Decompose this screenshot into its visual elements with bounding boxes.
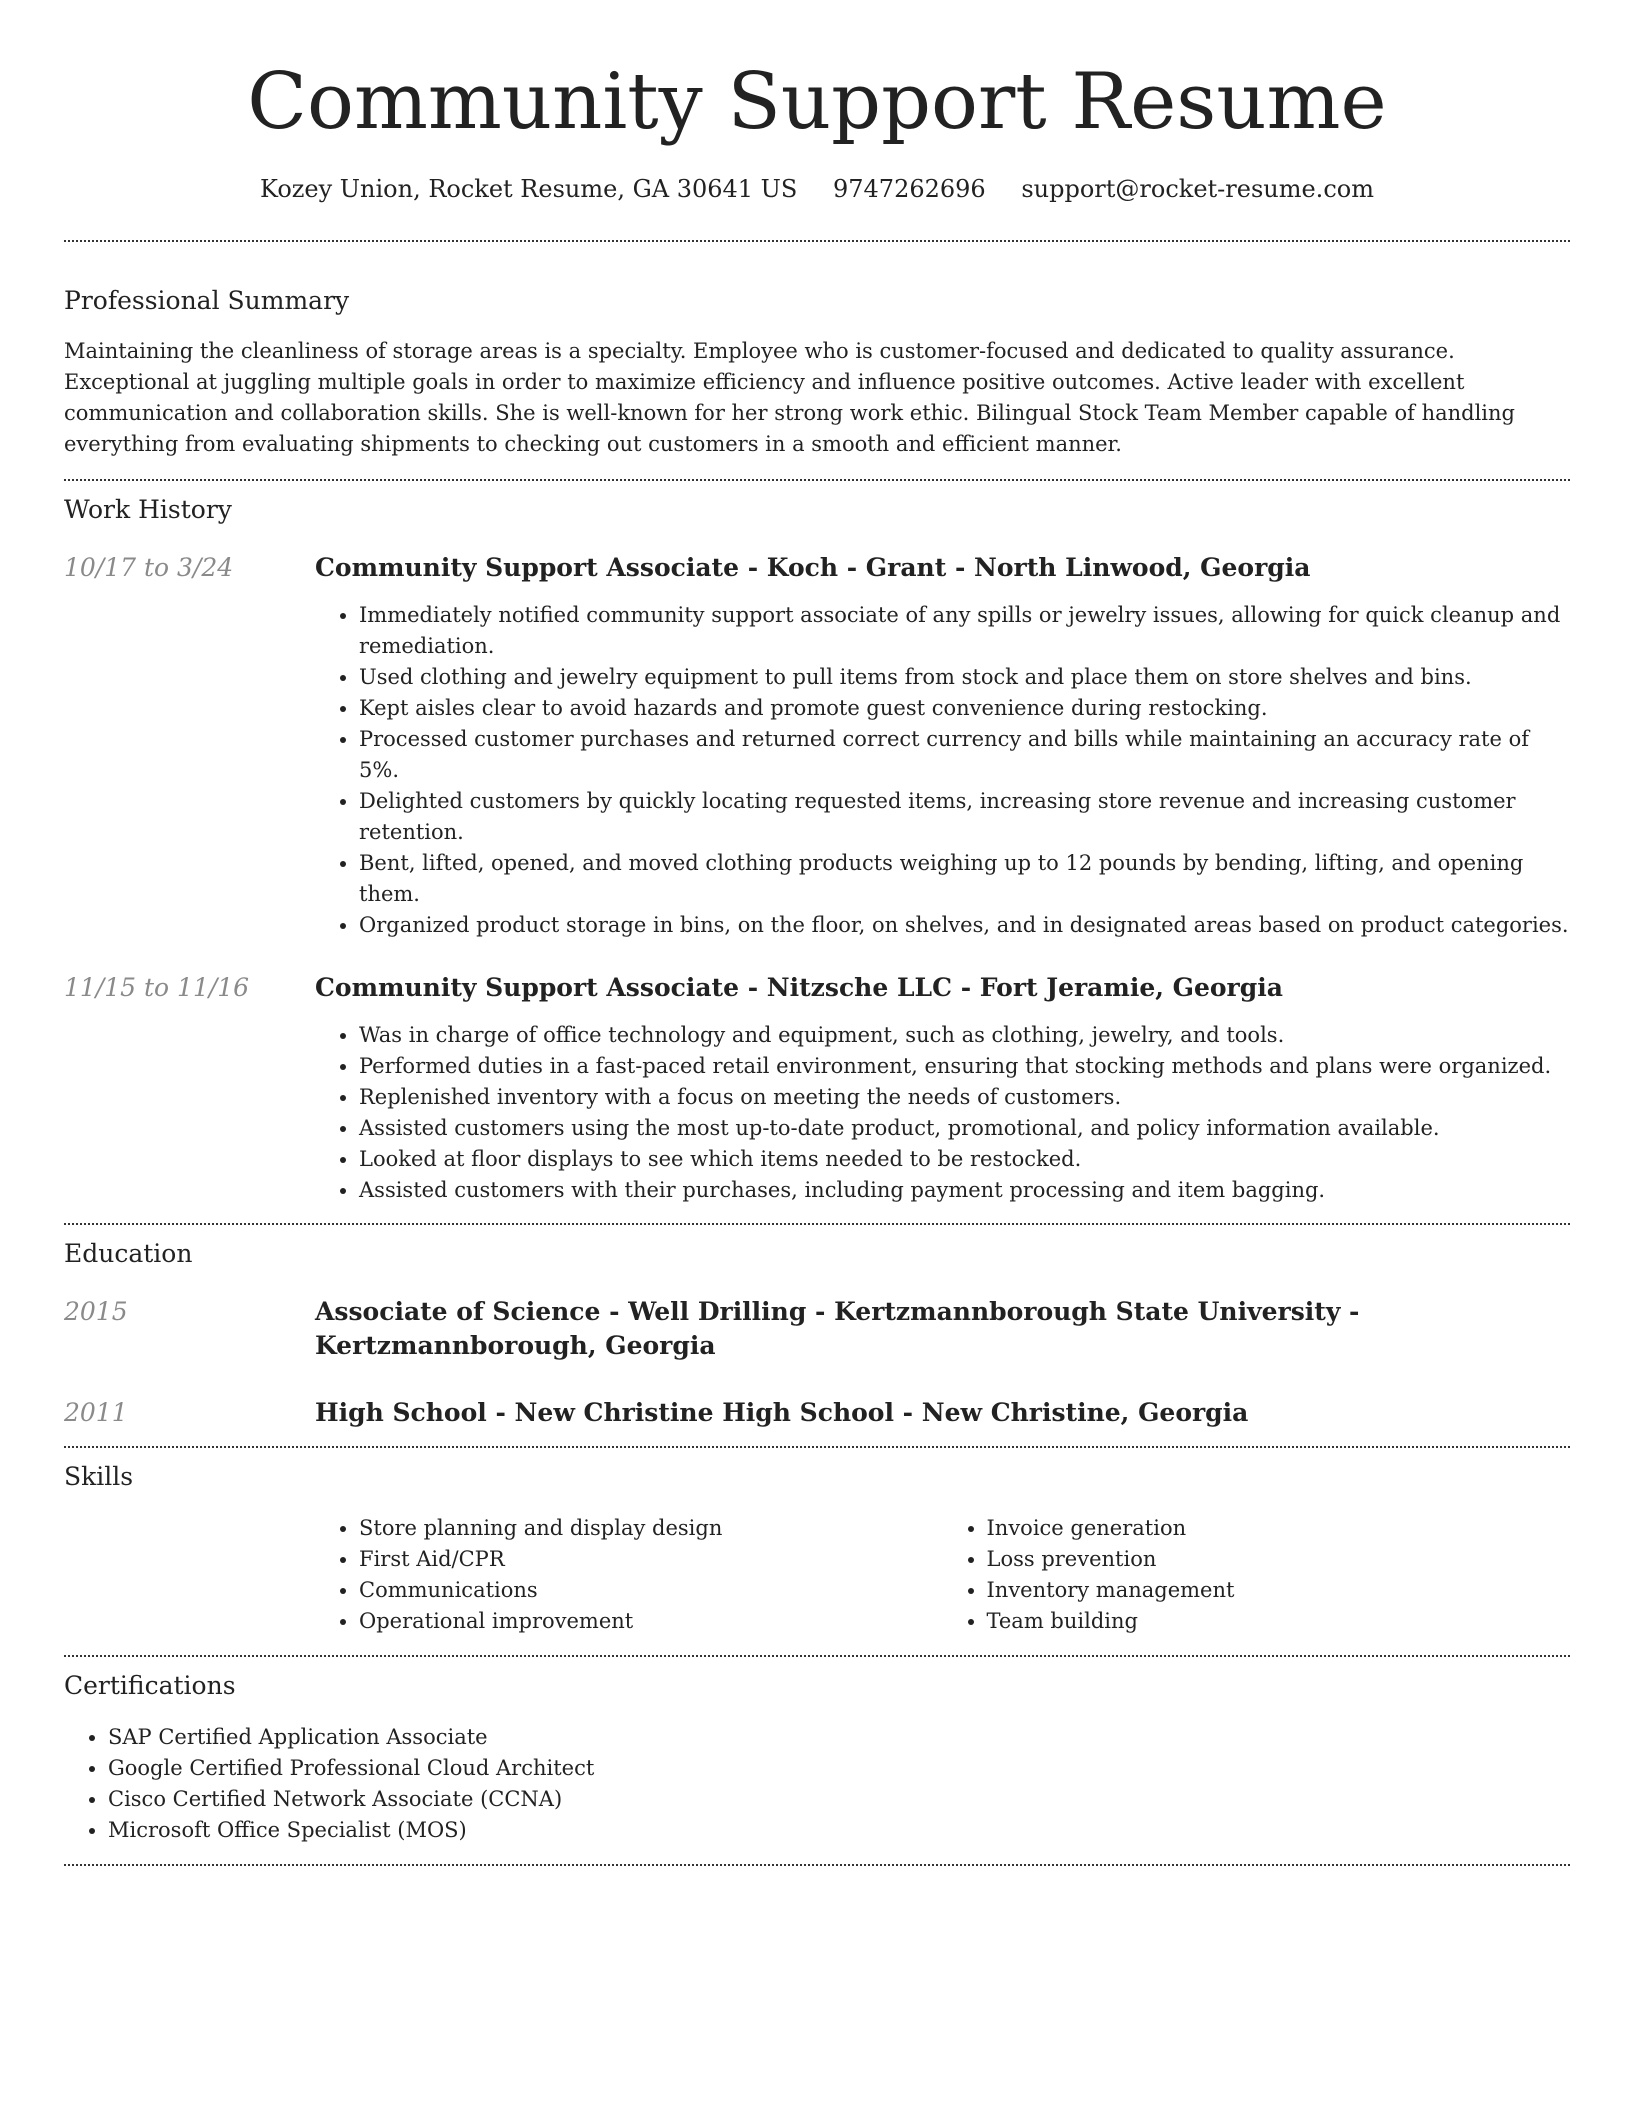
contact-address: Kozey Union, Rocket Resume, GA 30641 US xyxy=(260,175,798,203)
section-divider xyxy=(64,479,1570,481)
summary-heading: Professional Summary xyxy=(64,286,350,315)
summary-text: Maintaining the cleanliness of storage areas is a specialty. Employee who is customer-focused and dedicated to quality assurance. Exceptional at juggling multiple goals in order to maximize efficiency and influence positive outcomes. Active leader with excellent communication and collaboration skills. She is well-known for her strong work ethic. Bilingual Stock Team Member capable of handling everything from evaluating shipments to checking out customers in a smooth and efficient manner. xyxy=(64,339,1515,456)
list-item: • SAP Certified Application Associate xyxy=(108,1722,1570,1753)
section-divider xyxy=(64,1446,1570,1448)
education-entry xyxy=(64,1396,1570,1430)
list-item: • Store planning and display design xyxy=(359,1513,943,1544)
list-item: • Microsoft Office Specialist (MOS) xyxy=(108,1815,1570,1846)
list-item: • Cisco Certified Network Associate (CCNA) xyxy=(108,1784,1570,1815)
section-divider xyxy=(64,240,1570,242)
skills-heading: Skills xyxy=(64,1462,134,1491)
job-title: Community Support Associate - Nitzsche LLC - Fort Jeramie, Georgia xyxy=(315,973,1283,1002)
job-entry xyxy=(64,971,1570,1206)
resume-header xyxy=(64,0,1570,206)
list-item: • Performed duties in a fast-paced retail environment, ensuring that stocking methods and plans were organized. xyxy=(359,1051,1570,1082)
education-text: High School - New Christine High School - New Christine, Georgia xyxy=(315,1398,1249,1427)
list-item: • Was in charge of office technology and equipment, such as clothing, jewelry, and tools. xyxy=(359,1020,1570,1051)
skills-grid xyxy=(315,1513,1570,1637)
section-divider xyxy=(64,1223,1570,1225)
section-divider xyxy=(64,1864,1570,1866)
education-year: 2015 xyxy=(64,1297,128,1326)
work-history-section xyxy=(64,493,1570,1206)
list-item: • Loss prevention xyxy=(987,1544,1571,1575)
list-item: • Invoice generation xyxy=(987,1513,1571,1544)
list-item: • Google Certified Professional Cloud Architect xyxy=(108,1753,1570,1784)
job-dates: 10/17 to 3/24 xyxy=(64,553,234,582)
skills-list-right xyxy=(943,1513,1571,1637)
contact-phone: 9747262696 xyxy=(833,175,986,203)
list-item: • Kept aisles clear to avoid hazards and promote guest convenience during restocking. xyxy=(359,693,1570,724)
contact-email: support@rocket-resume.com xyxy=(1021,175,1374,203)
job-bullets xyxy=(315,600,1570,941)
education-heading: Education xyxy=(64,1239,193,1268)
list-item: • Processed customer purchases and returned correct currency and bills while maintaining an accuracy rate of 5%. xyxy=(359,724,1570,786)
section-divider xyxy=(64,1655,1570,1657)
list-item: • Delighted customers by quickly locating requested items, increasing store revenue and increasing customer retention. xyxy=(359,786,1570,848)
list-item: • Looked at floor displays to see which items needed to be restocked. xyxy=(359,1144,1570,1175)
work-history-heading: Work History xyxy=(64,495,232,524)
job-bullets xyxy=(315,1020,1570,1206)
job-entry xyxy=(64,551,1570,941)
list-item: • First Aid/CPR xyxy=(359,1544,943,1575)
resume-page xyxy=(64,0,1570,1866)
job-title: Community Support Associate - Koch - Grant - North Linwood, Georgia xyxy=(315,553,1311,582)
job-dates: 11/15 to 11/16 xyxy=(64,973,250,1002)
certifications-heading: Certifications xyxy=(64,1671,236,1700)
list-item: • Assisted customers using the most up-to-date product, promotional, and policy information available. xyxy=(359,1113,1570,1144)
education-year: 2011 xyxy=(64,1398,128,1427)
education-section xyxy=(64,1237,1570,1430)
list-item: • Used clothing and jewelry equipment to pull items from stock and place them on store shelves and bins. xyxy=(359,662,1570,693)
certifications-section xyxy=(64,1669,1570,1846)
education-entry xyxy=(64,1295,1570,1363)
certifications-list xyxy=(64,1722,1570,1846)
list-item: • Organized product storage in bins, on the floor, on shelves, and in designated areas based on product categories. xyxy=(359,910,1570,941)
resume-title: Community Support Resume xyxy=(247,57,1387,147)
list-item: • Team building xyxy=(987,1606,1571,1637)
education-text: Associate of Science - Well Drilling - Kertzmannborough State University - Kertzmannborough, Georgia xyxy=(315,1297,1360,1360)
list-item: • Assisted customers with their purchases, including payment processing and item bagging. xyxy=(359,1175,1570,1206)
skills-list-left xyxy=(315,1513,943,1637)
list-item: • Communications xyxy=(359,1575,943,1606)
list-item: • Immediately notified community support associate of any spills or jewelry issues, allowing for quick cleanup and remediation. xyxy=(359,600,1570,662)
list-item: • Operational improvement xyxy=(359,1606,943,1637)
list-item: • Inventory management xyxy=(987,1575,1571,1606)
contact-line xyxy=(64,172,1570,206)
list-item: • Bent, lifted, opened, and moved clothing products weighing up to 12 pounds by bending, lifting, and opening them. xyxy=(359,848,1570,910)
skills-section xyxy=(64,1460,1570,1637)
list-item: • Replenished inventory with a focus on meeting the needs of customers. xyxy=(359,1082,1570,1113)
summary-section xyxy=(64,284,1570,460)
